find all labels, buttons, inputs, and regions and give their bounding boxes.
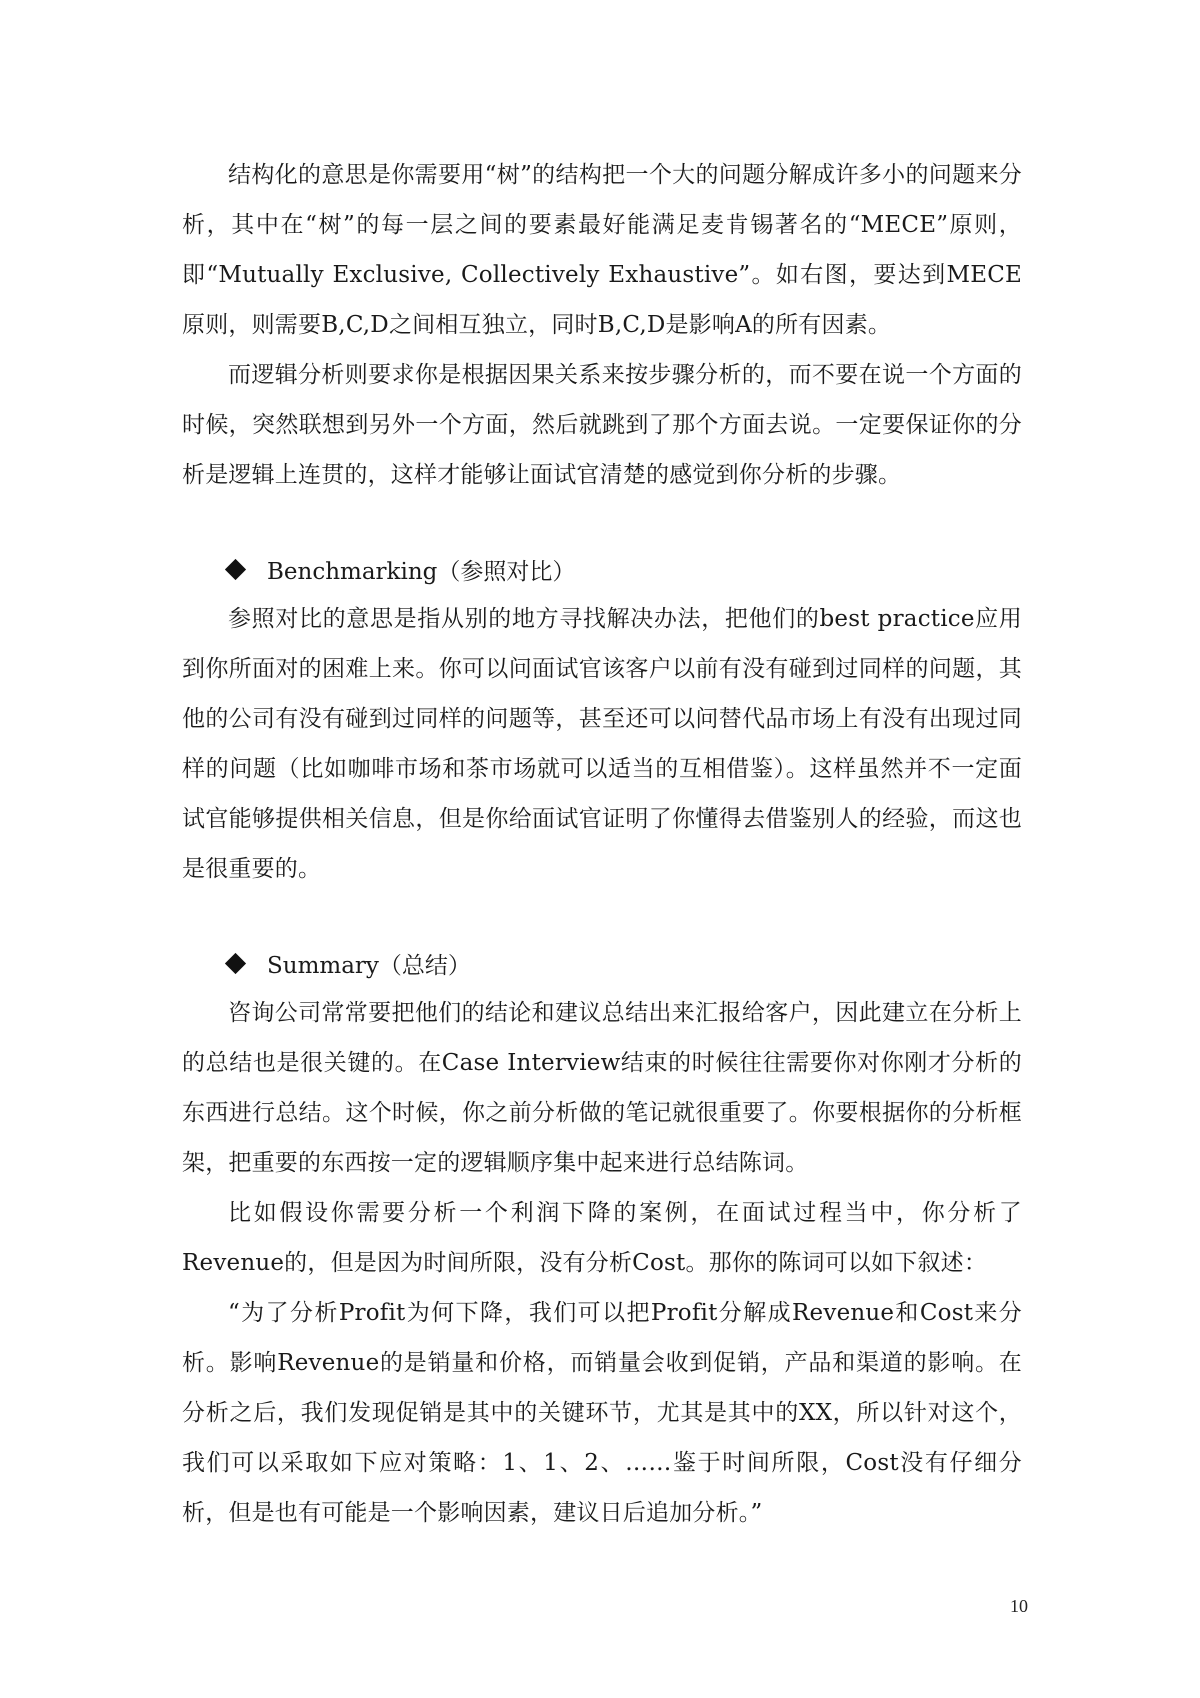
summary-heading [224,938,1022,988]
paragraph-benchmarking: 参照对比的意思是指从别的地方寻找解决办法，把他们的best practice应用到你所面对的困难上来。你可以问面试官该客户以前有没有碰到过同样的问题，其他的公司有没有碰到过同样的问题等，甚至还可以问替代品市场上有没有出现过同样的问题（比如咖啡市场和茶市场就可以适当的互相借鉴）。这样虽然并不一定面试官能够提供相关信息，但是你给面试官证明了你懂得去借鉴别人的经验，而这也是很重要的。 [182,606,1022,882]
page-number: 10 [1010,1596,1028,1616]
paragraph-structure: 结构化的意思是你需要用“树”的结构把一个大的问题分解成许多小的问题来分析，其中在“树”的每一层之间的要素最好能满足麦肯锡著名的“MECE”原则，即“Mutually Exclusive, Collectively Exhaustive”。如右图，要达到MECE原则，则需要B,C,D之间相互独立，同时B,C,D是影响A的所有因素。 [182,162,1022,338]
paragraph-example: 比如假设你需要分析一个利润下降的案例，在面试过程当中，你分析了Revenue的，但是因为时间所限，没有分析Cost。那你的陈词可以如下叙述： [182,1200,1022,1276]
section-spacer [182,894,1022,938]
benchmarking-heading [224,544,1022,594]
paragraph-logic: 而逻辑分析则要求你是根据因果关系来按步骤分析的，而不要在说一个方面的时候，突然联想到另外一个方面，然后就跳到了那个方面去说。一定要保证你的分析是逻辑上连贯的，这样才能够让面试官清楚的感觉到你分析的步骤。 [182,362,1022,488]
summary-heading-text: Summary（总结） [267,952,471,979]
paragraph-summary: 咨询公司常常要把他们的结论和建议总结出来汇报给客户，因此建立在分析上的总结也是很关键的。在Case Interview结束的时候往往需要你对你刚才分析的东西进行总结。这个时候，你之前分析做的笔记就很重要了。你要根据你的分析框架，把重要的东西按一定的逻辑顺序集中起来进行总结陈词。 [182,1000,1022,1176]
diamond-bullet-icon [225,558,246,579]
diamond-bullet-icon [225,952,246,973]
document-page [182,150,1022,1538]
paragraph-quote: “为了分析Profit为何下降，我们可以把Profit分解成Revenue和Cost来分析。影响Revenue的是销量和价格，而销量会收到促销，产品和渠道的影响。在分析之后，我们发现促销是其中的关键环节，尤其是其中的XX，所以针对这个，我们可以采取如下应对策略：1、1、2、……鉴于时间所限，Cost没有仔细分析，但是也有可能是一个影响因素，建议日后追加分析。” [182,1300,1022,1526]
benchmarking-heading-text: Benchmarking（参照对比） [267,558,576,585]
section-spacer [182,500,1022,544]
